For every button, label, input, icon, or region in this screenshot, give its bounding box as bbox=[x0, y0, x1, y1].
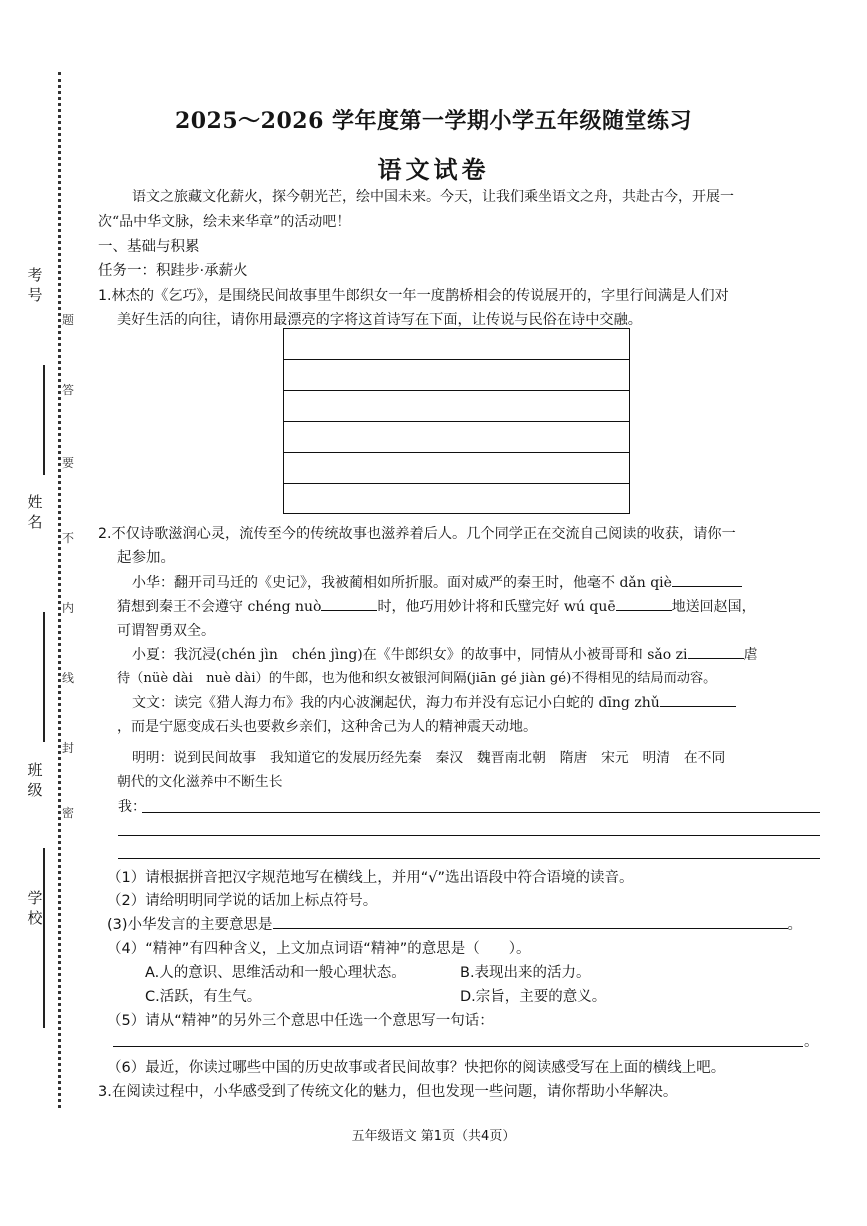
xiaohua-line-2 bbox=[117, 595, 756, 619]
section-heading: 一、基础与积累 bbox=[98, 239, 200, 255]
xiaohua-line-3: 可谓智勇双全。 bbox=[117, 623, 215, 639]
subq-3-end: 。 bbox=[787, 917, 803, 933]
xiaohua-text-d: 地送回赵国， bbox=[671, 599, 756, 615]
xiaoxia-line-2: 待（nüè dài nuè dài）的牛郎，也为他和织女被银河间隔(jiān gé jiàn gé)不得相见的结局而动容。 bbox=[117, 671, 717, 686]
seal-word: 密 bbox=[61, 806, 74, 820]
xiaohua-text-c: 时，他巧用妙计将和氏璧完好 wú quē bbox=[377, 599, 616, 615]
sentence-line[interactable] bbox=[113, 1046, 803, 1047]
exam-subtitle-block bbox=[0, 150, 867, 185]
writing-line bbox=[284, 421, 629, 422]
mingming-line-1: 明明：说到民间故事 我知道它的发展历经先秦 秦汉 魏晋南北朝 隋唐 宋元 明清 在不同 bbox=[132, 750, 726, 766]
xiaoxia-line-1 bbox=[132, 643, 758, 667]
seal-word: 题 bbox=[61, 313, 74, 327]
option-b[interactable]: B.表现出来的活力。 bbox=[460, 965, 591, 981]
class-line bbox=[43, 848, 45, 1028]
xiaoxia-text-b: 虐 bbox=[743, 647, 758, 663]
xiaohua-text-a: 小华：翻开司马迁的《史记》，我被蔺相如所折服。面对威严的秦王时，他毫不 dǎn qiè bbox=[132, 575, 672, 591]
blank-wuque[interactable] bbox=[616, 596, 672, 611]
subq-5-end: 。 bbox=[804, 1034, 819, 1050]
blank-dingzhu[interactable] bbox=[660, 692, 736, 707]
exam-no-label: 考号 bbox=[27, 266, 43, 304]
wenwen-line-1 bbox=[132, 691, 736, 715]
subq-1: （1）请根据拼音把汉字规范地写在横线上，并用“√”选出语段中符合语境的读音。 bbox=[107, 870, 634, 886]
q1-line-2: 美好生活的向往，请你用最漂亮的字将这首诗写在下面，让传说与民俗在诗中交融。 bbox=[117, 312, 642, 328]
subq-2: （2）请给明明同学说的话加上标点符号。 bbox=[107, 893, 378, 909]
q2-line-1: 2.不仅诗歌滋润心灵，流传至今的传统故事也滋养着后人。几个同学正在交流自己阅读的收获，请你一 bbox=[98, 526, 736, 542]
intro-line-2: 次“品中华文脉，绘未来华章”的活动吧！ bbox=[98, 214, 351, 230]
writing-line bbox=[284, 452, 629, 453]
answer-line[interactable] bbox=[118, 858, 820, 859]
writing-line bbox=[284, 483, 629, 484]
answer-line[interactable] bbox=[142, 812, 820, 813]
subq-3 bbox=[107, 913, 802, 937]
seal-word: 内 bbox=[61, 601, 74, 615]
blank-danqie[interactable] bbox=[672, 572, 742, 587]
me-label: 我： bbox=[118, 799, 146, 815]
xiaohua-line-1 bbox=[132, 571, 742, 595]
q1-line-1: 1.林杰的《乞巧》，是围绕民间故事里牛郎织女一年一度鹊桥相会的传说展开的，字里行间满是人们对 bbox=[98, 288, 729, 304]
poem-writing-box[interactable] bbox=[283, 328, 630, 514]
intro-line-1: 语文之旅藏文化薪火，探今朝光芒，绘中国未来。今天，让我们乘坐语文之舟，共赴古今，开展一 bbox=[132, 189, 734, 205]
binding-dotted-line bbox=[58, 72, 61, 1108]
blank-main-idea[interactable] bbox=[273, 914, 788, 929]
task-heading: 任务一：积跬步·承薪火 bbox=[98, 263, 248, 279]
writing-line bbox=[284, 359, 629, 360]
name-label: 姓名 bbox=[27, 493, 43, 531]
subq-4: （4）“精神”有四种含义，上文加点词语“精神”的意思是（ ）。 bbox=[107, 941, 531, 957]
exam-no-line bbox=[43, 365, 45, 475]
writing-line bbox=[284, 390, 629, 391]
wenwen-text-a: 文文：读完《猎人海力布》我的内心波澜起伏，海力布并没有忘记小白蛇的 dīng zhǔ bbox=[132, 695, 660, 711]
seal-word: 不 bbox=[61, 531, 74, 545]
seal-word: 答 bbox=[61, 383, 74, 397]
exam-title: 2025～2026 学年度第一学期小学五年级随堂练习 bbox=[174, 108, 693, 134]
exam-subtitle: 语文试卷 bbox=[377, 155, 490, 184]
seal-word: 封 bbox=[61, 741, 74, 755]
page-footer: 五年级语文 第1页（共4页） bbox=[351, 1129, 516, 1144]
class-label: 班级 bbox=[27, 761, 43, 799]
option-d[interactable]: D.宗旨，主要的意义。 bbox=[460, 989, 607, 1005]
option-a[interactable]: A.人的意识、思维活动和一般心理状态。 bbox=[145, 965, 406, 981]
option-c[interactable]: C.活跃，有生气。 bbox=[145, 989, 262, 1005]
q2-line-2: 起参加。 bbox=[117, 550, 175, 566]
name-line bbox=[43, 612, 45, 742]
subq-6: （6）最近，你读过哪些中国的历史故事或者民间故事？快把你的阅读感受写在上面的横线上吧。 bbox=[107, 1060, 726, 1076]
subq-3-text: (3)小华发言的主要意思是 bbox=[107, 917, 273, 933]
blank-chengnuo[interactable] bbox=[321, 596, 377, 611]
school-label: 学校 bbox=[27, 889, 43, 927]
answer-line[interactable] bbox=[118, 835, 820, 836]
q3: 3.在阅读过程中，小华感受到了传统文化的魅力，但也发现一些问题，请你帮助小华解决。 bbox=[98, 1084, 678, 1100]
blank-saozi[interactable] bbox=[688, 644, 744, 659]
seal-word: 要 bbox=[61, 456, 74, 470]
exam-title-block bbox=[0, 104, 867, 135]
seal-word: 线 bbox=[61, 671, 74, 685]
mingming-line-2: 朝代的文化滋养中不断生长 bbox=[117, 774, 283, 790]
subq-5: （5）请从“精神”的另外三个意思中任选一个意思写一句话： bbox=[107, 1013, 494, 1029]
xiaoxia-text-a: 小夏：我沉浸(chén jìn chén jìng)在《牛郎织女》的故事中，同情从小被哥哥和 sǎo zi bbox=[132, 647, 688, 663]
xiaohua-text-b: 猜想到秦王不会遵守 chéng nuò bbox=[117, 599, 322, 615]
wenwen-line-2: ，而是宁愿变成石头也要救乡亲们，这种舍己为人的精神震天动地。 bbox=[117, 719, 537, 735]
